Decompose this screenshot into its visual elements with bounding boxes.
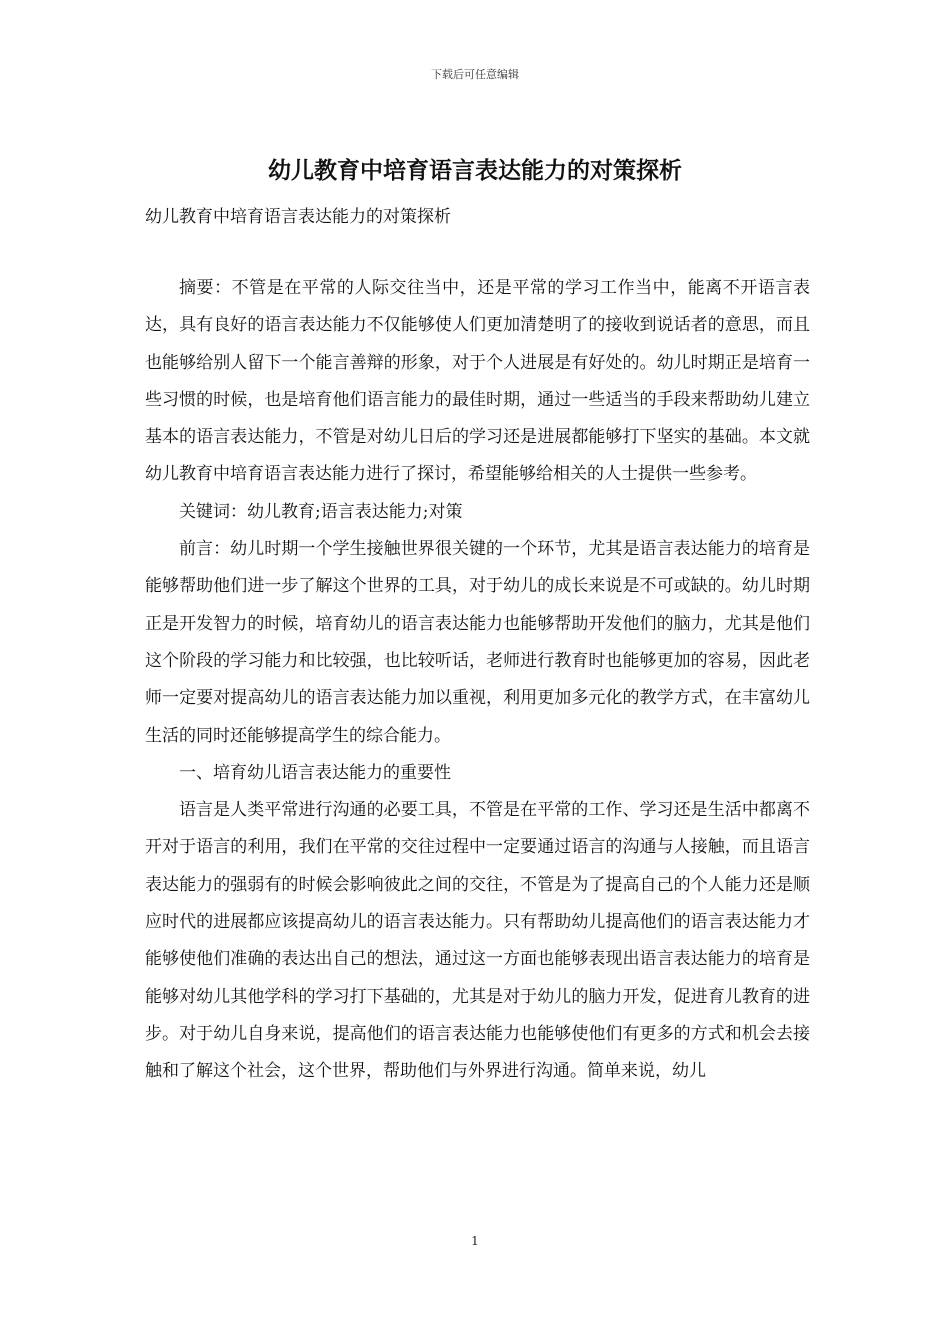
preface-paragraph: 前言：幼儿时期一个学生接触世界很关键的一个环节，尤其是语言表达能力的培育是能够帮助他们进一步了解这个世界的工具，对于幼儿的成长来说是不可或缺的。幼儿时期正是开发智力的时候，培育幼儿的语言表达能力也能够帮助开发他们的脑力，尤其是他们这个阶段的学习能力和比较强，也比较听话，老师进行教育时也能够更加的容易，因此老师一定要对提高幼儿的语言表达能力加以重视，利用更加多元化的教学方式，在丰富幼儿生活的同时还能够提高学生的综合能力。 bbox=[145, 539, 810, 746]
document-body bbox=[145, 270, 810, 1091]
page-header: 下载后可任意编辑 bbox=[431, 68, 519, 81]
abstract-paragraph: 摘要：不管是在平常的人际交往当中，还是平常的学习工作当中，能离不开语言表达，具有良好的语言表达能力不仅能够使人们更加清楚明了的接收到说话者的意思，而且也能够给别人留下一个能言善辩的形象，对于个人进展是有好处的。幼儿时期正是培育一些习惯的时候，也是培育他们语言能力的最佳时期，通过一些适当的手段来帮助幼儿建立基本的语言表达能力，不管是对幼儿日后的学习还是进展都能够打下坚实的基础。本文就幼儿教育中培育语言表达能力进行了探讨，希望能够给相关的人士提供一些参考。 bbox=[145, 278, 810, 485]
page-number: 1 bbox=[471, 1234, 479, 1248]
body-paragraph: 语言是人类平常进行沟通的必要工具，不管是在平常的工作、学习还是生活中都离不开对于语言的利用，我们在平常的交往过程中一定要通过语言的沟通与人接触，而且语言表达能力的强弱有的时候会影响彼此之间的交往，不管是为了提高自己的个人能力还是顺应时代的进展都应该提高幼儿的语言表达能力。只有帮助幼儿提高他们的语言表达能力才能够使他们准确的表达出自己的想法，通过这一方面也能够表现出语言表达能力的培育是能够对幼儿其他学科的学习打下基础的，尤其是对于幼儿的脑力开发，促进育儿教育的进步。对于幼儿自身来说，提高他们的语言表达能力也能够使他们有更多的方式和机会去接触和了解这个社会，这个世界，帮助他们与外界进行沟通。简单来说，幼儿 bbox=[145, 800, 810, 1082]
keywords-paragraph: 关键词：幼儿教育;语言表达能力;对策 bbox=[179, 501, 463, 522]
document-title: 幼儿教育中培育语言表达能力的对策探析 bbox=[268, 157, 682, 184]
document-subtitle: 幼儿教育中培育语言表达能力的对策探析 bbox=[145, 207, 451, 227]
section-heading: 一、培育幼儿语言表达能力的重要性 bbox=[179, 762, 451, 783]
